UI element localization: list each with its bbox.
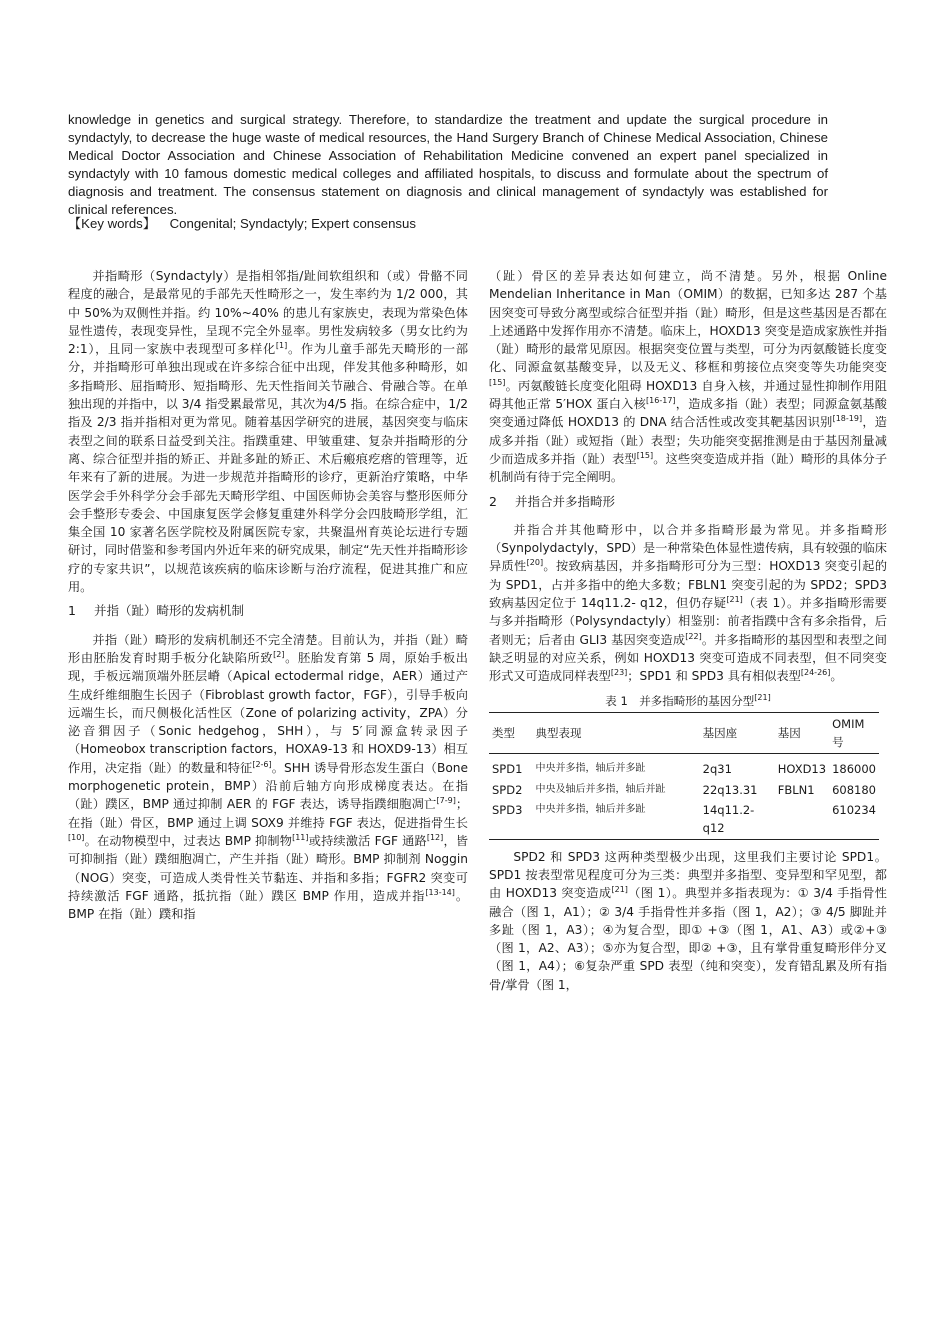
abstract-text: knowledge in genetics and surgical strategy. Therefore, to standardize the treatment and update the surgical procedure in syndactyly, to decrease the huge waste of medical resources, the Hand Surgery Branch of Chinese Medical Association, Chinese Medical Doctor Association and Chinese Association of Rehabilitation Medicine convened an expert panel specialized in syndactyly with 10 famous domestic medical colleges and affiliated hospitals, to discuss and formulate about the spectrum of diagnosis and treatment. The consensus statement on diagnosis and clinical management of syndactyly was established for clinical references. [68,112,828,217]
keywords-label: 【Key words】 [68,216,156,231]
keywords-line [68,215,828,233]
citation: [22] [685,631,702,641]
table-cell: SPD1 [492,762,523,777]
citation: [1] [275,341,288,351]
table-header: 典型表现 [533,712,700,754]
citation: [15] [489,377,506,387]
citation: [24-26] [800,668,831,678]
table-header: 类型 [489,712,533,754]
continued-paragraph: （趾）骨区的差异表达如何建立，尚不清楚。另外，根据 Online Mendelian Inheritance in Man（OMIM）的数据，已知多达 287 个基因突变可导致分离型或综合征型并指（趾）畸形，但是这些基因是否都在上述通路中发挥作用亦不清楚。临床上，HOXD13 突变是造成家族性并指（趾）畸形的最常见原因。根据突变位置与类型，可分为丙氨酸链长度变化、同源盒氨基酸变异，以及无义、移框和剪接位点突变等失功能突变[15]。丙氨酸链长度变化阻碍 HOXD13 自身入核，并通过显性抑制作用阻碍其他正常 5′HOX 蛋白入核[16-17]，造成多指（趾）表型；同源盒氨基酸突变通过降低 HOXD13 的 DNA 结合活性或改变其靶基因识别[18-19]，造成多并指（趾）或短指（趾）表型；失功能突变据推测是由于基因剂量减少而造成多并指（趾）表型[15]。这些突变造成并指（趾）畸形的具体分子机制尚有待于完全阐明。 [489,269,888,485]
table-cell: 2q31 [702,762,732,777]
table-header: OMIM 号 [829,712,879,754]
right-column [489,267,887,1000]
table-cell: SPD2 [492,782,523,797]
spd1-paragraph: SPD2 和 SPD3 这两种类型极少出现，这里我们主要讨论 SPD1。SPD1 按表型常见程度可分为三类：典型并多指型、变异型和罕见型，都由 HOXD13 突变造成[21]（图 1）。典型并多指表现为：① 3/4 手指骨性融合（图 1，A1）；② 3/4 手指骨性并多指（图 1，A2）；③ 4/5 脚趾并多趾（图 1，A3）；④为复合型，即① +③（图 1，A1、A3）或②+③（图 1，A2、A3）；⑤亦为复合型，即② +③，且有掌骨重复畸形伴分叉（图 1，A4）；⑥复杂严重 SPD 表型（纯和突变），发育错乱累及所有指骨/掌骨（图 1， [489,849,887,992]
citation: [2] [273,649,285,659]
section-number: 1 [68,603,76,619]
citation: [20] [526,558,544,568]
table-header: 基因座 [700,712,775,754]
keywords-terms: Congenital; Syndactyly; Expert consensus [169,216,416,231]
citation: [23] [610,668,628,678]
table-row [489,800,879,839]
citation: [15] [636,450,654,460]
citation: [10] [68,832,85,842]
table-row [489,754,879,780]
section-number: 2 [489,493,497,509]
table-cell: 610234 [829,800,879,839]
table-cell: 14q11.2-q12 [700,800,775,839]
citation: [13-14] [425,887,455,897]
citation: [12] [426,832,444,842]
citation: [21] [726,594,743,604]
gene-type-table [489,712,879,840]
table-cell: 22q13.31 [702,782,758,797]
table-cell: 186000 [832,762,876,777]
table-header: 基因 [775,712,829,754]
citation: [18-19] [832,414,863,424]
table-cell [775,800,829,839]
table-cell: 中央及轴后并多指，轴后并趾 [535,783,666,795]
citation: [7-9] [436,796,456,806]
citation: [11] [292,832,309,842]
table-cell: 608180 [832,782,876,797]
table-cell: HOXD13 [777,762,827,777]
table-row [489,780,879,800]
section-heading-1 [68,602,468,620]
table-cell: FBLN1 [777,782,815,797]
table-cell: SPD3 [489,800,533,839]
citation: [21] [611,885,628,895]
intro-paragraph: 并指畸形（Syndactyly）是指相邻指/趾间软组织和（或）骨骼不同程度的融合，是最常见的手部先天性畸形之一，发生率约为 1/2 000，其中 50%为双侧性并指。约 10%~40% 的患儿有家族史，表现为常染色体显性遗传，表现变异性，呈现不完全外显率。男性发病较多（男女比约为 2:1），且同一家族中表现型可多样化[1]。作为儿童手部先天畸形的一部分，并指畸形可单独出现或在许多综合征中出现，伴发其他多种畸形，如多指畸形、屈指畸形、短指畸形、先天性指间关节融合、骨融合等。在单独出现的并指中，以 3/4 指受累最常见，其次为4/5 指。在综合症中，1/2 指及 2/3 指并指相对更为常见。随着基因学研究的进展，基因突变与临床表型之间的联系日益受到关注。指蹼重建、甲皱重建、复杂并指畸形的分离、综合征型并指的矫正、并趾多趾的矫正、术后瘢痕疙瘩的管理等，近年来有了新的进展。为进一步规范并指畸形的诊疗，更新治疗策略，中华医学会手外科学分会手部先天畸形学组、中国医师协会美容与整形医师分会手整形专委会、中国康复医学会修复重建外科学分会四肢畸形学组，汇集全国 10 家著名医学院校及附属医院专家，共聚温州育英论坛进行专题研讨，同时借鉴和参考国内外近年来的研究成果，制定“先天性并指畸形诊疗的专家共识”，以规范该疾病的临床诊断与治疗流程，促进其推广和应用。 [68,269,469,595]
section-title: 并指（趾）畸形的发病机制 [94,603,245,619]
citation: [2-6] [252,759,272,769]
section-heading-2 [489,493,887,511]
section1-paragraph: 并指（趾）畸形的发病机制还不完全清楚。目前认为，并指（趾）畸形由胚胎发育时期手板分化缺陷所致[2]。胚胎发育第 5 周，原始手板出现，手板远端顶端外胚层嵴（Apical ectodermal ridge，AER）通过产生成纤维细胞生长因子（Fibroblast growth factor，FGF），引导手板向远端生长，而尺侧极化活性区（Zone of polarizing activity，ZPA）分泌音猬因子（Sonic hedgehog，SHH），与 5′同源盒转录因子（Homeobox transcription factors，HOXA9-13 和 HOXD9-13）相互作用，决定指（趾）的数量和特征[2-6]。SHH 诱导骨形态发生蛋白（Bone morphogenetic protein，BMP）沿前后轴方向形成梯度表达。在指（趾）蹼区，BMP 通过抑制 AER 的 FGF 表达，诱导指蹼细胞凋亡[7-9]；在指（趾）骨区，BMP 通过上调 SOX9 并维持 FGF 表达，促进指骨生长[10]。在动物模型中，过表达 BMP 抑制物[11]或持续激活 FGF 通路[12]，皆可抑制指（趾）蹼细胞凋亡，产生并指（趾）畸形。BMP 抑制剂 Noggin（NOG）突变，可造成人类骨性关节黏连、并指和多指；FGFR2 突变可持续激活 FGF 通路，抵抗指（趾）蹼区 BMP 作用，造成并指[13-14]。BMP 在指（趾）蹼和指 [68,632,469,922]
table-cell: 中央并多指，轴后并多趾 [533,800,700,839]
section-title: 并指合并多指畸形 [515,493,616,509]
section2-paragraph: 并指合并其他畸形中，以合并多指畸形最为常见。并多指畸形（Synpolydactyly，SPD）是一种常染色体显性遗传病，具有较强的临床异质性[20]。按致病基因，并多指畸形可分为三型：HOXD13 突变引起的为 SPD1，占并多指中的绝大多数；FBLN1 突变引起的为 SPD2；SPD3 致病基因定位于 14q11.2- q12，但仍存疑[21]（表 1）。并多指畸形需要与多并指畸形（Polysyndactyly）相鉴别：前者指蹼中含有多余指骨，后者则无；后者由 GLI3 基因突变造成[22]。并多指畸形的基因型和表型之间缺乏明显的对应关系，例如 HOXD13 突变可造成不同表型，但不同突变形式又可造成同样表型[23]；SPD1 和 SPD3 具有相似表型[24-26]。 [489,522,888,684]
citation: [21] [754,692,771,702]
left-column [68,267,468,929]
table-cell: 中央并多指，轴后并多趾 [535,763,646,775]
table-title: 表 1 并多指畸形的基因分型[21] [605,692,771,708]
citation: [16-17] [646,396,676,406]
